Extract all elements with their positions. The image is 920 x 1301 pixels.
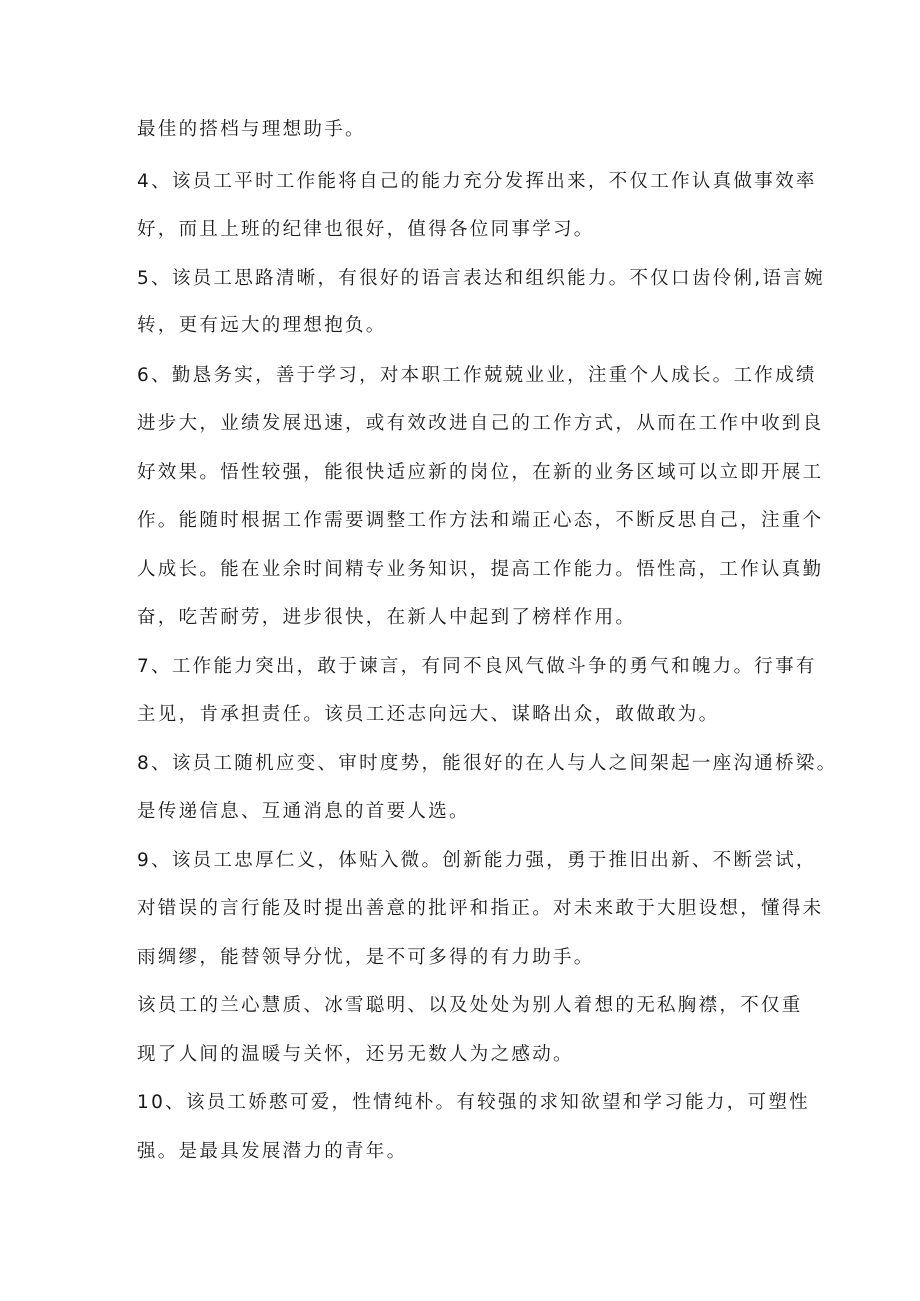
text-line: 强。是最具发展潜力的青年。 — [137, 1141, 408, 1162]
text-line: 转，更有远大的理想抱负。 — [137, 315, 387, 336]
text-line: 最佳的搭档与理想助手。 — [137, 119, 366, 140]
text-line: 8、该员工随机应变、审时度势，能很好的在人与人之间架起一座沟通桥梁。 — [137, 753, 838, 774]
text-line: 10、该员工娇憨可爱，性情纯朴。有较强的求知欲望和学习能力，可塑性 — [137, 1092, 810, 1113]
text-line: 现了人间的温暖与关怀，还另无数人为之感动。 — [137, 1044, 574, 1065]
text-line: 4、该员工平时工作能将自己的能力充分发挥出来，不仅工作认真做事效率 — [137, 171, 817, 192]
text-line: 该员工的兰心慧质、冰雪聪明、以及处处为别人着想的无私胸襟，不仅重 — [137, 995, 803, 1016]
text-line: 人成长。能在业余时间精专业务知识，提高工作能力。悟性高，工作认真勤 — [137, 559, 824, 580]
text-line: 7、工作能力突出，敢于谏言，有同不良风气做斗争的勇气和魄力。行事有 — [137, 656, 817, 677]
text-line: 作。能随时根据工作需要调整工作方法和端正心态，不断反思自己，注重个 — [137, 510, 824, 531]
text-line: 雨绸缪，能替领导分忧，是不可多得的有力助手。 — [137, 947, 595, 968]
text-line: 是传递信息、互通消息的首要人选。 — [137, 801, 470, 822]
text-line: 6、勤恳务实，善于学习，对本职工作兢兢业业，注重个人成长。工作成绩 — [137, 365, 817, 386]
text-line: 进步大，业绩发展迅速，或有效改进自己的工作方式，从而在工作中收到良 — [137, 413, 824, 434]
text-line: 好，而且上班的纪律也很好，值得各位同事学习。 — [137, 219, 595, 240]
text-line: 主见，肯承担责任。该员工还志向远大、谋略出众，敢做敢为。 — [137, 704, 720, 725]
text-line: 对错误的言行能及时提出善意的批评和指正。对未来敢于大胆设想，懂得未 — [137, 898, 824, 919]
text-line: 9、该员工忠厚仁义，体贴入微。创新能力强，勇于推旧出新、不断尝试， — [137, 850, 817, 871]
text-line: 好效果。悟性较强，能很快适应新的岗位，在新的业务区域可以立即开展工 — [137, 462, 824, 483]
text-line: 奋，吃苦耐劳，进步很快，在新人中起到了榜样作用。 — [137, 607, 637, 628]
text-line: 5、该员工思路清晰，有很好的语言表达和组织能力。不仅口齿伶俐,语言婉 — [137, 268, 825, 289]
